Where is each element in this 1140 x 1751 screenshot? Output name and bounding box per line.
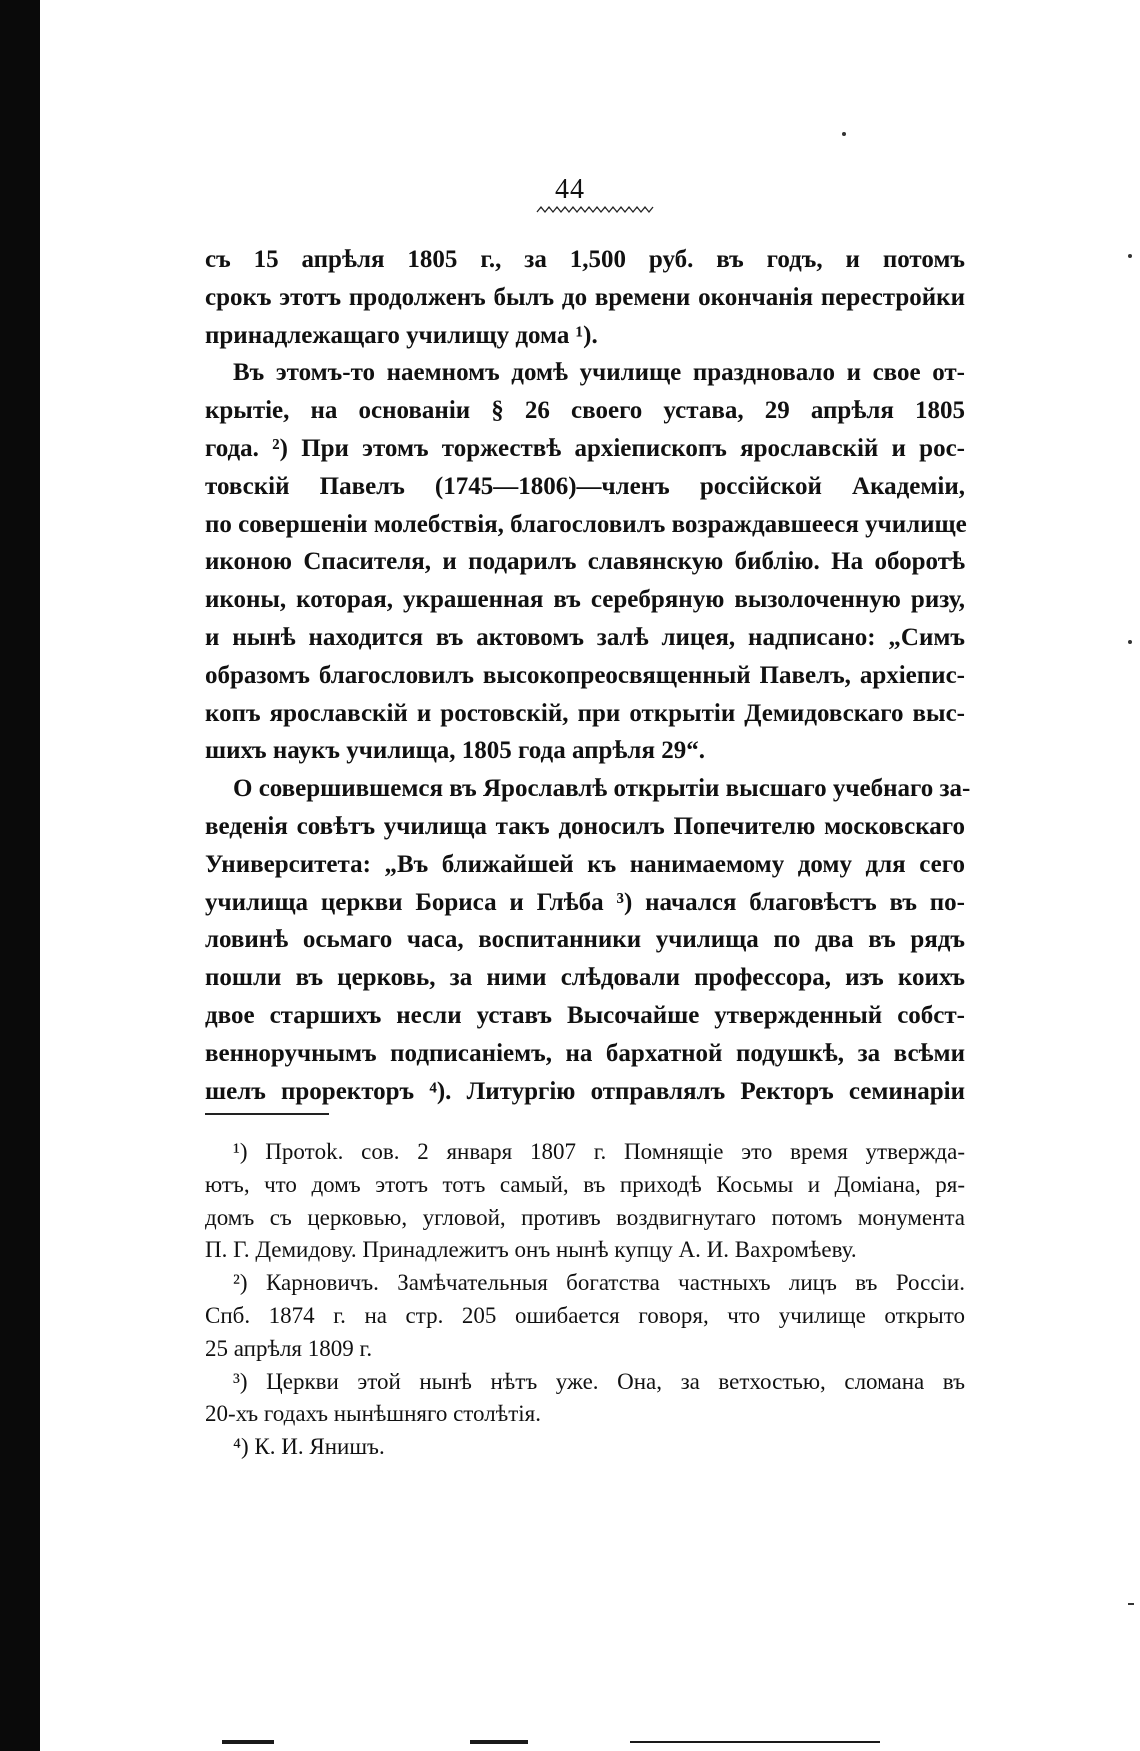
text-line: и нынѣ находится въ актовомъ залѣ лицея, надписано: „Симъ [205, 623, 965, 651]
text-line: Университета: „Въ ближайшей къ нанимаемому дому для сего [205, 850, 965, 878]
footnote-line: 25 апрѣля 1809 г. [205, 1335, 373, 1361]
wavy-ornament [535, 204, 655, 216]
text-line: иконы, которая, украшенная въ серебряную вызолоченную ризу, [205, 586, 965, 614]
text-line: ловинѣ осьмаго часа, воспитанники училища по два въ рядъ [205, 926, 965, 954]
footnote-line: ⁴) К. И. Янишъ. [233, 1434, 385, 1460]
text-line: по совершеніи молебствія, благословилъ возраждавшееся училище [205, 510, 967, 538]
footnote-line: Спб. 1874 г. на стр. 205 ошибается говоря, что училище открыто [205, 1302, 965, 1328]
text-line: двое старшихъ несли уставъ Высочайше утвержденный собст- [205, 1001, 965, 1029]
text-line: веденія совѣтъ училища такъ доносилъ Попечителю московскаго [205, 812, 965, 840]
footnote-divider [205, 1113, 329, 1115]
text-line: года. ²) При этомъ торжествѣ архіепископъ ярославскій и рос- [205, 434, 965, 462]
text-line: копъ ярославскій и ростовскій, при открытіи Демидовскаго выс- [205, 699, 965, 727]
footnote-line: 20-хъ годахъ нынѣшняго столѣтія. [205, 1401, 541, 1427]
scan-speck [1128, 1603, 1134, 1605]
scan-bottom-mark [630, 1741, 880, 1743]
footnote-line: ютъ, что домъ этотъ тотъ самый, въ приходѣ Косьмы и Доміана, ря- [205, 1171, 965, 1197]
text-line: венноручнымъ подписаніемъ, на бархатной подушкѣ, за всѣми [205, 1039, 965, 1067]
scan-speck [1128, 640, 1132, 644]
footnotes [205, 1136, 965, 1464]
text-line: О совершившемся въ Ярославлѣ открытіи высшаго учебнаго за- [233, 775, 971, 803]
text-line: шелъ проректоръ ⁴). Литургію отправлялъ Ректоръ семинаріи [205, 1077, 965, 1105]
text-line: пошли въ церковь, за ними слѣдовали профессора, изъ коихъ [205, 964, 965, 992]
scan-edge-shadow [0, 0, 40, 1751]
scan-bottom-mark [222, 1740, 274, 1744]
footnote-line: ²) Карновичъ. Замѣчательныя богатства частныхъ лицъ въ Россіи. [233, 1270, 965, 1296]
text-line: принадлежащаго училищу дома ¹). [205, 321, 598, 349]
text-line: срокъ этотъ продолженъ былъ до времени окончанія перестройки [205, 283, 965, 311]
footnote-line: ¹) Протok. сов. 2 января 1807 г. Помнящіе это время утвержда- [233, 1139, 965, 1164]
footnote-line: ³) Церкви этой нынѣ нѣтъ уже. Она, за ветхостью, сломана въ [233, 1368, 965, 1394]
text-line: съ 15 апрѣля 1805 г., за 1,500 руб. въ годъ, и потомъ [205, 246, 965, 273]
text-line: крытіе, на основаніи § 26 своего устава, 29 апрѣля 1805 [205, 397, 965, 425]
footnote-line: П. Г. Демидову. Принадлежитъ онъ нынѣ купцу А. И. Вахромѣеву. [205, 1237, 857, 1263]
scan-bottom-mark [470, 1740, 528, 1744]
text-line: товскій Павелъ (1745—1806)—членъ россійской Академіи, [205, 472, 965, 500]
footnote-line: домъ съ церковью, угловой, противъ воздвигнутаго потомъ монумента [205, 1204, 965, 1230]
page-number: 44 [555, 174, 585, 205]
scan-speck [1128, 254, 1132, 258]
text-line: училища церкви Бориса и Глѣба ³) начался благовѣстъ въ по- [205, 888, 965, 916]
main-text [205, 241, 971, 1110]
text-line: шихъ наукъ училища, 1805 года апрѣля 29“. [205, 737, 705, 765]
text-line: иконою Спасителя, и подарилъ славянскую библію. На оборотѣ [205, 548, 965, 576]
text-line: образомъ благословилъ высокопреосвященный Павелъ, архіепис- [205, 661, 965, 689]
text-line: Въ этомъ-то наемномъ домѣ училище праздновало и свое от- [233, 359, 965, 387]
scan-speck [842, 132, 846, 136]
